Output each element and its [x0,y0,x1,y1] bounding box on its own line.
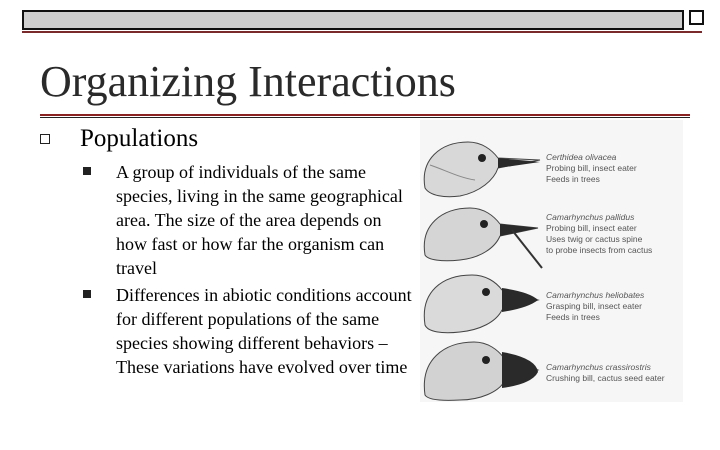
caption-species-1: Certhidea olivacea [546,152,617,162]
hollow-square-bullet-icon [40,134,50,144]
caption-2-line-3: to probe insects from cactus [546,245,653,255]
subbullet-1-text: A group of individuals of the same species, living in the same geographical area. The size of the area depends on how fast or how far the organism can travel [116,162,403,278]
finch-illustration [420,120,683,402]
subbullet-2 [83,283,413,379]
subbullet-2-text: Differences in abiotic conditions account for different populations of the same species showing different behaviors – These variations have evolved over time [116,285,412,377]
top-decor-bar [22,10,684,30]
finch-head-1-icon [424,142,540,197]
caption-2-line-1: Probing bill, insect eater [546,223,637,233]
caption-species-2: Camarhynchus pallidus [546,212,635,222]
title-divider-shadow [40,117,690,118]
caption-4-line-1: Crushing bill, cactus seed eater [546,373,665,383]
finch-head-4-icon [424,342,538,400]
top-decor-square [689,10,704,25]
finch-beaks-figure [420,120,683,402]
caption-3-line-2: Feeds in trees [546,312,600,322]
top-decor-line [22,31,702,33]
caption-1-line-1: Probing bill, insect eater [546,163,637,173]
caption-species-4: Camarhynchus crassirostris [546,362,651,372]
caption-3-line-1: Grasping bill, insect eater [546,301,642,311]
finch-head-2-icon [424,208,542,268]
filled-square-bullet-icon [83,167,91,175]
finch-head-3-icon [424,275,538,333]
slide-title: Organizing Interactions [40,57,456,106]
caption-1-line-2: Feeds in trees [546,174,600,184]
filled-square-bullet-icon [83,290,91,298]
caption-species-3: Camarhynchus heliobates [546,290,645,300]
title-divider [40,114,690,116]
subbullet-1 [83,160,413,280]
bullet-populations: Populations [80,125,199,152]
caption-2-line-2: Uses twig or cactus spine [546,234,643,244]
